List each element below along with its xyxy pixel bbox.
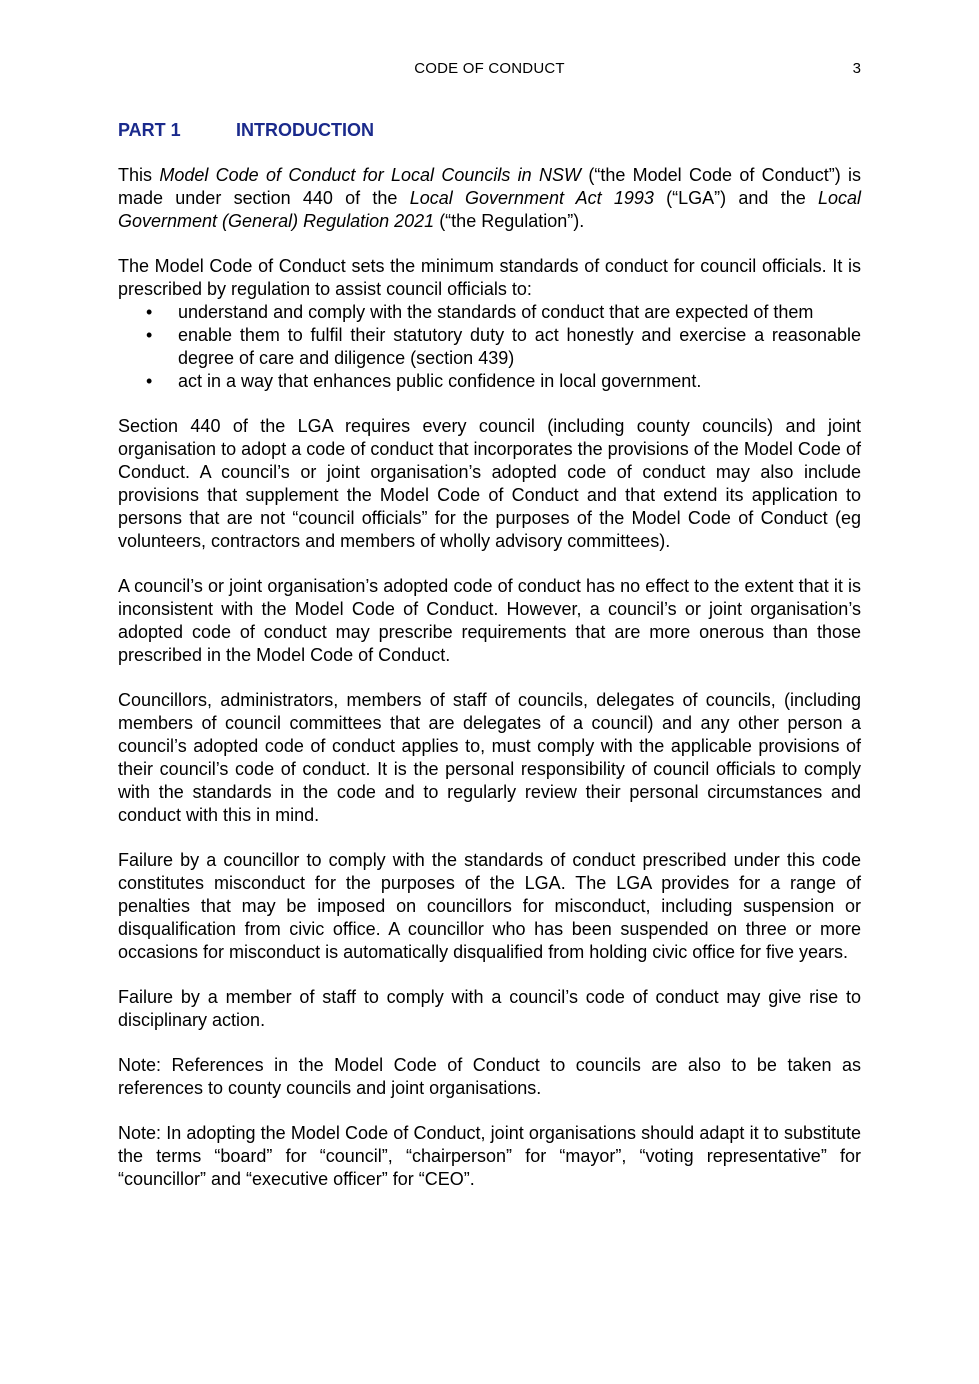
bullet-marker: • [146, 325, 153, 345]
list-item-text: understand and comply with the standards of conduct that are expected of them [178, 302, 814, 322]
model-code-title: Model Code of Conduct for Local Councils in NSW [159, 165, 582, 185]
list-item [118, 324, 861, 370]
inconsistency-paragraph: A council’s or joint organisation’s adopted code of conduct has no effect to the extent that it is inconsistent with the Model Code of Conduct. However, a council’s or joint organisation’s adopted code of conduct may prescribe requirements that are more onerous than those prescribed in the Model Code of Conduct. [118, 576, 861, 665]
bullet-marker: • [146, 302, 153, 322]
text-run: This [118, 165, 160, 185]
page-number: 3 [852, 60, 861, 77]
part-title: INTRODUCTION [236, 120, 374, 140]
misconduct-paragraph: Failure by a councillor to comply with the standards of conduct prescribed under this code constitutes misconduct for the purposes of the LGA. The LGA provides for a range of penalties that may be imposed on councillors for misconduct, including suspension or disqualification from civic office. A councillor who has been suspended on three or more occasions for misconduct is automatically disqualified from holding civic office for five years. [118, 850, 861, 962]
act-title: Local Government Act 1993 [409, 188, 654, 208]
document-title: CODE OF CONDUCT [414, 60, 565, 77]
part-number: PART 1 [118, 120, 181, 140]
text-run: (“the Regulation”). [434, 211, 585, 231]
section-heading [118, 118, 861, 142]
text-run: (“the Model Code of Conduct”) is made under section 440 of the [118, 165, 861, 208]
page-content [118, 118, 861, 1213]
note-paragraph: Note: References in the Model Code of Conduct to councils are also to be taken as references to county councils and joint organisations. [118, 1055, 861, 1098]
list-item-text: enable them to fulfil their statutory duty to act honestly and exercise a reasonable degree of care and diligence (section 439) [178, 325, 861, 368]
note-paragraph: Note: In adopting the Model Code of Conduct, joint organisations should adapt it to substitute the terms “board” for “council”, “chairperson” for “mayor”, “voting representative” for “councillor” and “executive officer” for “CEO”. [118, 1123, 861, 1189]
text-run: (“LGA”) and the [653, 188, 818, 208]
bullet-marker: • [146, 371, 153, 391]
running-header [118, 59, 861, 79]
compliance-paragraph: Councillors, administrators, members of staff of councils, delegates of councils, (including members of council committees that are delegates of a council) and any other person a council’s adopted code of conduct applies to, must comply with the applicable provisions of their council’s code of conduct. It is the personal responsibility of council officials to comply with the standards in the code and to regularly review their personal circumstances and conduct with this in mind. [118, 690, 861, 825]
regulation-title: Local Government (General) Regulation 2021 [118, 188, 861, 231]
intro-paragraph [118, 164, 861, 233]
standards-paragraph: The Model Code of Conduct sets the minimum standards of conduct for council officials. It is prescribed by regulation to assist council officials to: [118, 256, 861, 299]
section-440-paragraph: Section 440 of the LGA requires every council (including county councils) and joint organisation to adopt a code of conduct that incorporates the provisions of the Model Code of Conduct. A council’s or joint organisation’s adopted code of conduct may also include provisions that supplement the Model Code of Conduct and that extend its application to persons that are not “council officials” for the purposes of the Model Code of Conduct (eg volunteers, contractors and members of wholly advisory committees). [118, 416, 861, 551]
list-item-text: act in a way that enhances public confidence in local government. [178, 371, 702, 391]
staff-paragraph: Failure by a member of staff to comply with a council’s code of conduct may give rise to disciplinary action. [118, 987, 861, 1030]
bullet-list [118, 301, 861, 393]
list-item [118, 301, 861, 324]
list-item [118, 370, 861, 393]
